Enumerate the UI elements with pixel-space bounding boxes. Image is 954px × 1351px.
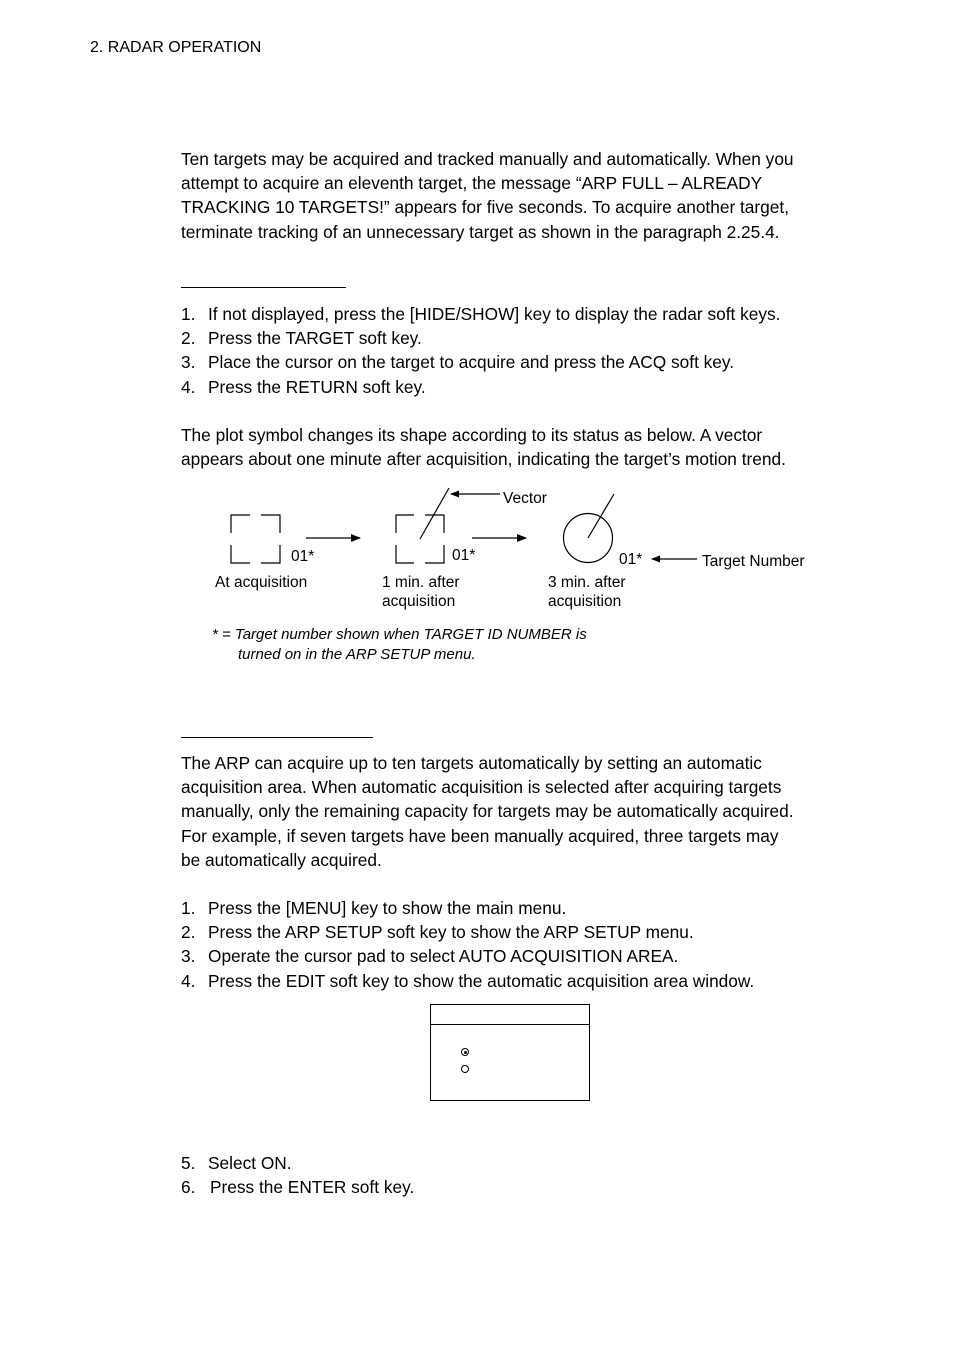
list-item bbox=[181, 1151, 861, 1175]
footnote-line: turned on in the ARP SETUP menu. bbox=[238, 646, 476, 663]
text-line: be automatically acquired. bbox=[181, 849, 382, 870]
step-number: 4. bbox=[181, 970, 196, 991]
step-text: Select ON. bbox=[208, 1153, 292, 1173]
step-number: 3. bbox=[181, 352, 196, 373]
step-text: Press the ENTER soft key. bbox=[210, 1177, 415, 1198]
radio-option[interactable] bbox=[461, 1065, 469, 1073]
step-text: Press the TARGET soft key. bbox=[208, 328, 422, 349]
section-rule-automatic bbox=[181, 737, 373, 738]
stage3-caption-line2: acquisition bbox=[548, 593, 622, 610]
step-text: If not displayed, press the [HIDE/SHOW] key to display the radar soft keys. bbox=[208, 304, 781, 324]
footnote bbox=[212, 625, 587, 665]
auto-steps-list bbox=[181, 896, 861, 993]
step-text: Press the RETURN soft key. bbox=[208, 376, 426, 397]
text-line: The plot symbol changes its shape according to its status as below. A vector bbox=[181, 425, 763, 445]
stage2-caption-line2: acquisition bbox=[382, 593, 456, 610]
text-line: Ten targets may be acquired and tracked manually and automatically. When you bbox=[181, 149, 794, 169]
running-header: 2. RADAR OPERATION bbox=[90, 39, 262, 56]
text-line: TRACKING 10 TARGETS!” appears for five seconds. To acquire another target, bbox=[181, 197, 789, 218]
step-text: Operate the cursor pad to select AUTO ACQUISITION AREA. bbox=[208, 946, 679, 967]
list-item bbox=[181, 896, 861, 920]
stable-tracking-symbol bbox=[564, 494, 615, 563]
text-line: The ARP can acquire up to ten targets automatically by setting an automatic bbox=[181, 753, 762, 773]
text-line: manually, only the remaining capacity for targets may be automatically acquired. bbox=[181, 801, 794, 822]
stage3-caption-line1: 3 min. after bbox=[548, 574, 626, 591]
window-title-bar bbox=[431, 1005, 589, 1025]
step-number: 2. bbox=[181, 328, 196, 349]
list-item bbox=[181, 944, 861, 968]
step-number: 3. bbox=[181, 946, 196, 967]
text-line: acquisition area. When automatic acquisition is selected after acquiring targets bbox=[181, 777, 782, 798]
footnote-line: * = Target number shown when TARGET ID NUMBER is bbox=[212, 626, 587, 643]
step-number: 6. bbox=[181, 1177, 196, 1198]
step-number: 1. bbox=[181, 898, 196, 918]
list-item bbox=[181, 969, 861, 993]
tracking-symbol bbox=[396, 488, 449, 563]
target-number-label: Target Number bbox=[702, 553, 805, 570]
vector-label: Vector bbox=[503, 490, 547, 507]
auto-acquisition-area-window bbox=[430, 1004, 590, 1101]
text-line: attempt to acquire an eleventh target, the message “ARP FULL – ALREADY bbox=[181, 173, 763, 194]
text-line: appears about one minute after acquisition, indicating the target’s motion trend. bbox=[181, 449, 786, 470]
step-number: 4. bbox=[181, 376, 196, 397]
radio-option-selected[interactable] bbox=[461, 1048, 469, 1056]
step-number: 1. bbox=[181, 304, 196, 324]
step-text: Press the [MENU] key to show the main menu. bbox=[208, 898, 567, 918]
auto-paragraph bbox=[181, 751, 851, 872]
list-item bbox=[181, 920, 861, 944]
step-text: Press the EDIT soft key to show the automatic acquisition area window. bbox=[208, 970, 755, 991]
text-line: terminate tracking of an unnecessary target as shown in the paragraph 2.25.4. bbox=[181, 221, 780, 242]
stage2-caption-line1: 1 min. after bbox=[382, 574, 460, 591]
step-number: 5. bbox=[181, 1153, 196, 1173]
target-id-label: 01* bbox=[619, 551, 643, 568]
list-item bbox=[181, 1175, 861, 1199]
step-text: Press the ARP SETUP soft key to show the ARP SETUP menu. bbox=[208, 922, 694, 943]
auto-steps-list-continued bbox=[181, 1151, 861, 1199]
target-id-label: 01* bbox=[291, 548, 315, 565]
step-text: Place the cursor on the target to acquire and press the ACQ soft key. bbox=[208, 352, 735, 373]
text-line: For example, if seven targets have been manually acquired, three targets may bbox=[181, 825, 779, 846]
step-number: 2. bbox=[181, 922, 196, 943]
acquisition-symbol bbox=[231, 515, 280, 563]
stage1-caption: At acquisition bbox=[215, 574, 308, 591]
target-id-label: 01* bbox=[452, 547, 476, 564]
